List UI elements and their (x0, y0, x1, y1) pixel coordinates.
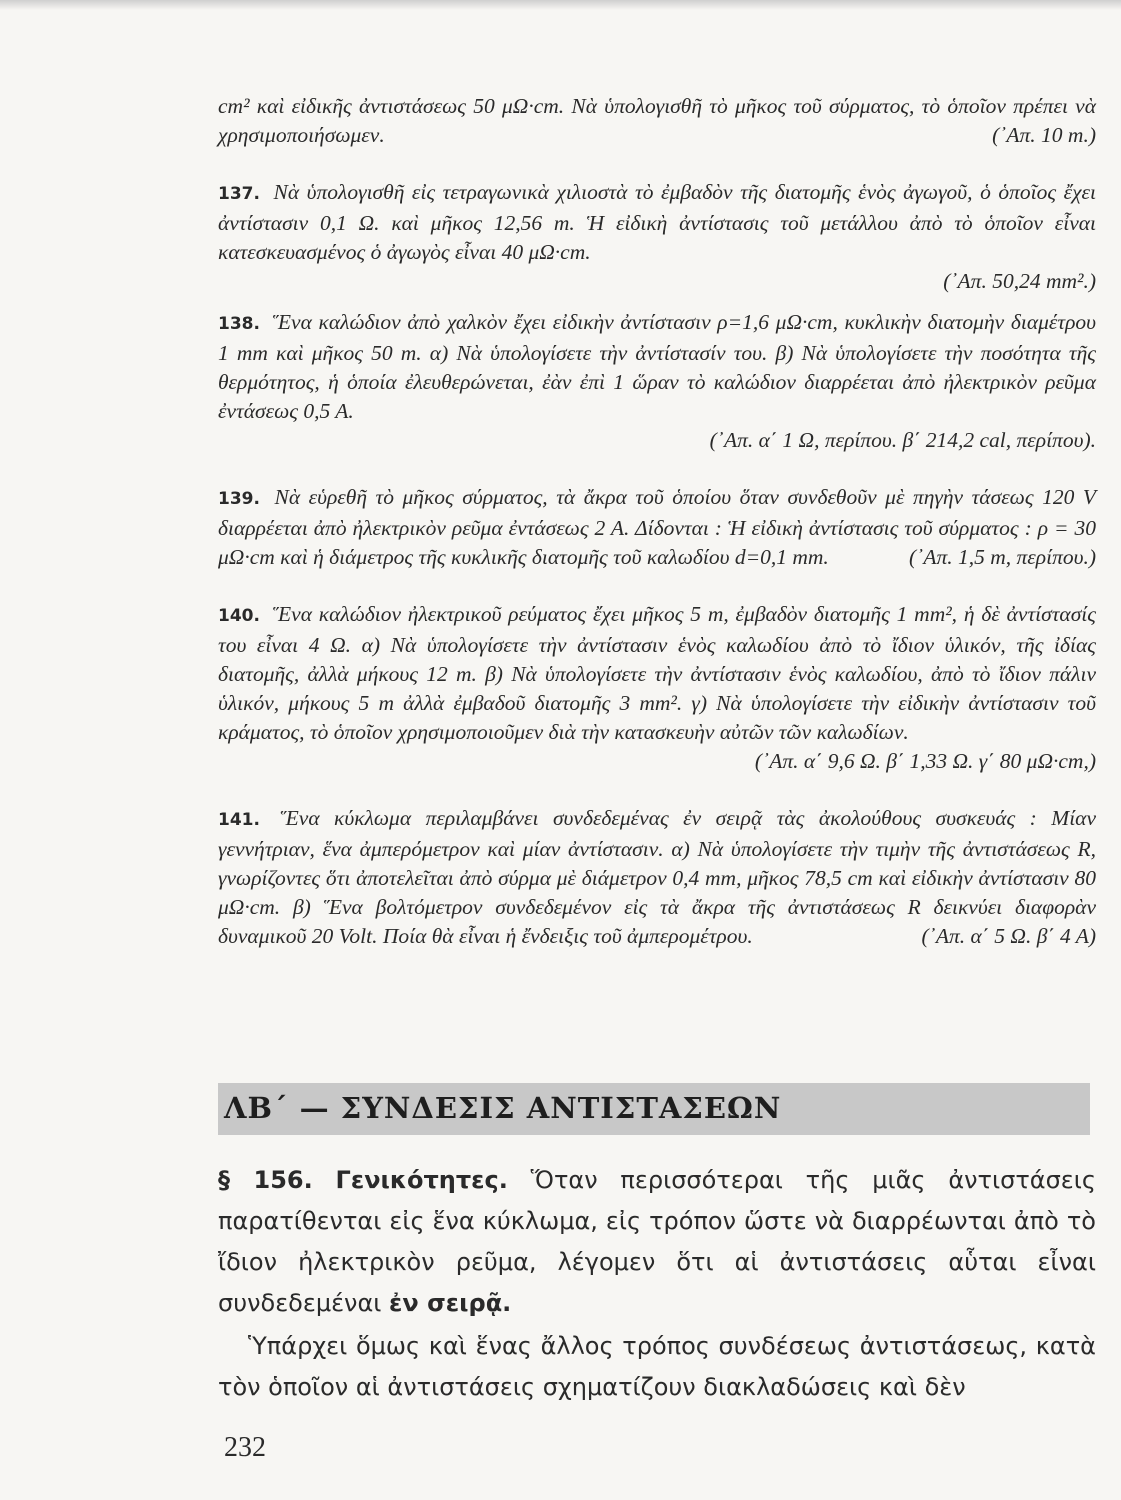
section-title: Γενικότητες. (335, 1166, 508, 1194)
problem-answer: (᾿Απ. α΄ 5 Ω. β΄ 4 Α) (921, 924, 1096, 948)
problem-number: 140. (218, 606, 260, 626)
problem-text: cm² καὶ εἰδικῆς ἀντιστάσεως 50 μΩ·cm. Νὰ ὑπολογισθῆ τὸ μῆκος τοῦ σύρματος, τὸ ὁποῖον πρέπει νὰ χρησιμοποιήσωμεν. (218, 94, 1097, 147)
section-paragraph-1 (218, 1160, 1096, 1324)
problem-answer: (᾿Απ. α΄ 9,6 Ω. β΄ 1,33 Ω. γ΄ 80 μΩ·cm,) (754, 749, 1096, 773)
problem-137 (218, 178, 1096, 296)
problem-answer: (᾿Απ. α΄ 1 Ω, περίπου. β΄ 214,2 cal, περίπου). (709, 428, 1096, 452)
problem-number: 137. (218, 184, 260, 204)
problem-139 (218, 483, 1096, 572)
problem-138 (218, 308, 1096, 455)
page-number: 232 (224, 1432, 266, 1463)
section-body (218, 1160, 1096, 1408)
problem-141 (218, 804, 1096, 951)
paragraph-text: Ὅταν περισσότεραι τῆς μιᾶς ἀντιστάσεις παρατίθενται εἰς ἕνα κύκλωμα, εἰς τρόπον ὥστε νὰ διαρρέωνται ἀπὸ τὸ ἴδιον ἠλεκτρικὸν ρεῦμα, λέγομεν ὅτι αἱ ἀντιστάσεις αὗται εἶναι συνδεδεμέναι (218, 1166, 1096, 1317)
problem-text: Νὰ ὑπολογισθῆ εἰς τετραγωνικὰ χιλιοστὰ τὸ ἐμβαδὸν τῆς διατομῆς ἑνὸς ἀγωγοῦ, ὁ ὁποῖος ἔχει ἀντίστασιν 0,1 Ω. καὶ μῆκος 12,56 m. Ἡ εἰδικὴ ἀντίστασις τοῦ μετάλλου ἀπὸ τὸ ὁποῖον εἶναι κατεσκευασμένος ὁ ἀγωγὸς εἶναι 40 μΩ·cm. (218, 180, 1096, 264)
problem-number: 139. (218, 489, 260, 509)
problem-text: Ἕνα καλώδιον ἀπὸ χαλκὸν ἔχει εἰδικὴν ἀντίστασιν ρ=1,6 μΩ·cm, κυκλικὴν διατομὴν διαμέτρου 1 mm καὶ μῆκος 50 m. α) Νὰ ὑπολογίσετε τὴν ἀντίστασίν του. β) Νὰ ὑπολογίσετε τὴν ποσότητα τῆς θερμότητος, ἡ ὁποία ἐλευθερώνεται, ἐὰν ἐπὶ 1 ὥραν τὸ καλώδιον διαρρέεται ἀπὸ ἠλεκτρικὸν ρεῦμα ἐντάσεως 0,5 Α. (218, 310, 1097, 423)
chapter-title: ΛΒ΄ — ΣΥΝΔΕΣΙΣ ΑΝΤΙΣΤΑΣΕΩΝ (224, 1091, 782, 1125)
problem-140 (218, 600, 1096, 776)
exercise-list (218, 92, 1096, 951)
problem-136-continuation (218, 92, 1096, 150)
section-paragraph-2: Ὑπάρχει ὅμως καὶ ἕνας ἄλλος τρόπος συνδέσεως ἀντιστάσεως, κατὰ τὸν ὁποῖον αἱ ἀντιστάσεις σχηματίζουν διακλαδώσεις καὶ δὲν (218, 1332, 1096, 1401)
scan-shadow (0, 0, 1121, 10)
chapter-heading-bar (218, 1083, 1090, 1135)
problem-number: 141. (218, 810, 260, 830)
problem-answer: (᾿Απ. 10 m.) (992, 123, 1096, 147)
problem-text: Νὰ εὑρεθῆ τὸ μῆκος σύρματος, τὰ ἄκρα τοῦ ὁποίου ὅταν συνδεθοῦν μὲ πηγὴν τάσεως 120 V διαρρέεται ἀπὸ ἠλεκτρικὸν ρεῦμα ἐντάσεως 2 Α. Δίδονται : Ἡ εἰδικὴ ἀντίστασις τοῦ σύρματος : ρ = 30 μΩ·cm καὶ ἡ διάμετρος τῆς κυκλικῆς διατομῆς τοῦ καλωδίου d=0,1 mm. (218, 485, 1096, 569)
problem-answer: (᾿Απ. 50,24 mm².) (943, 269, 1096, 293)
problem-text: Ἕνα καλώδιον ἠλεκτρικοῦ ρεύματος ἔχει μῆκος 5 m, ἐμβαδὸν διατομῆς 1 mm², ἡ δὲ ἀντίστασίς του εἶναι 4 Ω. α) Νὰ ὑπολογίσετε τὴν ἀντίστασιν ἑνὸς καλωδίου ἀπὸ τὸ ἴδιον ὑλικόν, τῆς ἰδίας διατομῆς, ἀλλὰ μήκους 12 m. β) Νὰ ὑπολογίσετε τὴν ἀντίστασιν ἑνὸς καλωδίου, ἀπὸ τὸ ἴδιον πάλιν ὑλικόν, μήκους 5 m ἀλλὰ ἐμβαδοῦ διατομῆς 3 mm². γ) Νὰ ὑπολογίσετε τὴν εἰδικὴν ἀντίστασιν τοῦ κράματος, τὸ ὁποῖον χρησιμοποιοῦμεν διὰ τὴν κατασκευὴν αὐτῶν τῶν καλωδίων. (218, 602, 1097, 744)
problem-answer: (᾿Απ. 1,5 m, περίπου.) (909, 545, 1096, 569)
section-number: § 156. (218, 1166, 313, 1194)
emphasis-term: ἐν σειρᾷ. (389, 1289, 512, 1317)
problem-text: Ἕνα κύκλωμα περιλαμβάνει συνδεδεμένας ἐν σειρᾷ τὰς ἀκολούθους συσκευάς : Μίαν γεννήτριαν, ἕνα ἀμπερόμετρον καὶ μίαν ἀντίστασιν. α) Νὰ ὑπολογίσετε τὴν τιμὴν τῆς ἀντιστάσεως R, γνωρίζοντες ὅτι ἀποτελεῖται ἀπὸ σύρμα μὲ διάμετρον 0,4 mm, μῆκος 78,5 cm καὶ εἰδικὴν ἀντίστασιν 80 μΩ·cm. β) Ἕνα βολτόμετρον συνδεδεμένον εἰς τὰ ἄκρα τῆς ἀντιστάσεως R δεικνύει διαφορὰν δυναμικοῦ 20 Volt. Ποία θὰ εἶναι ἡ ἔνδειξις τοῦ ἀμπερομέτρου. (218, 806, 1096, 948)
problem-number: 138. (218, 314, 260, 334)
